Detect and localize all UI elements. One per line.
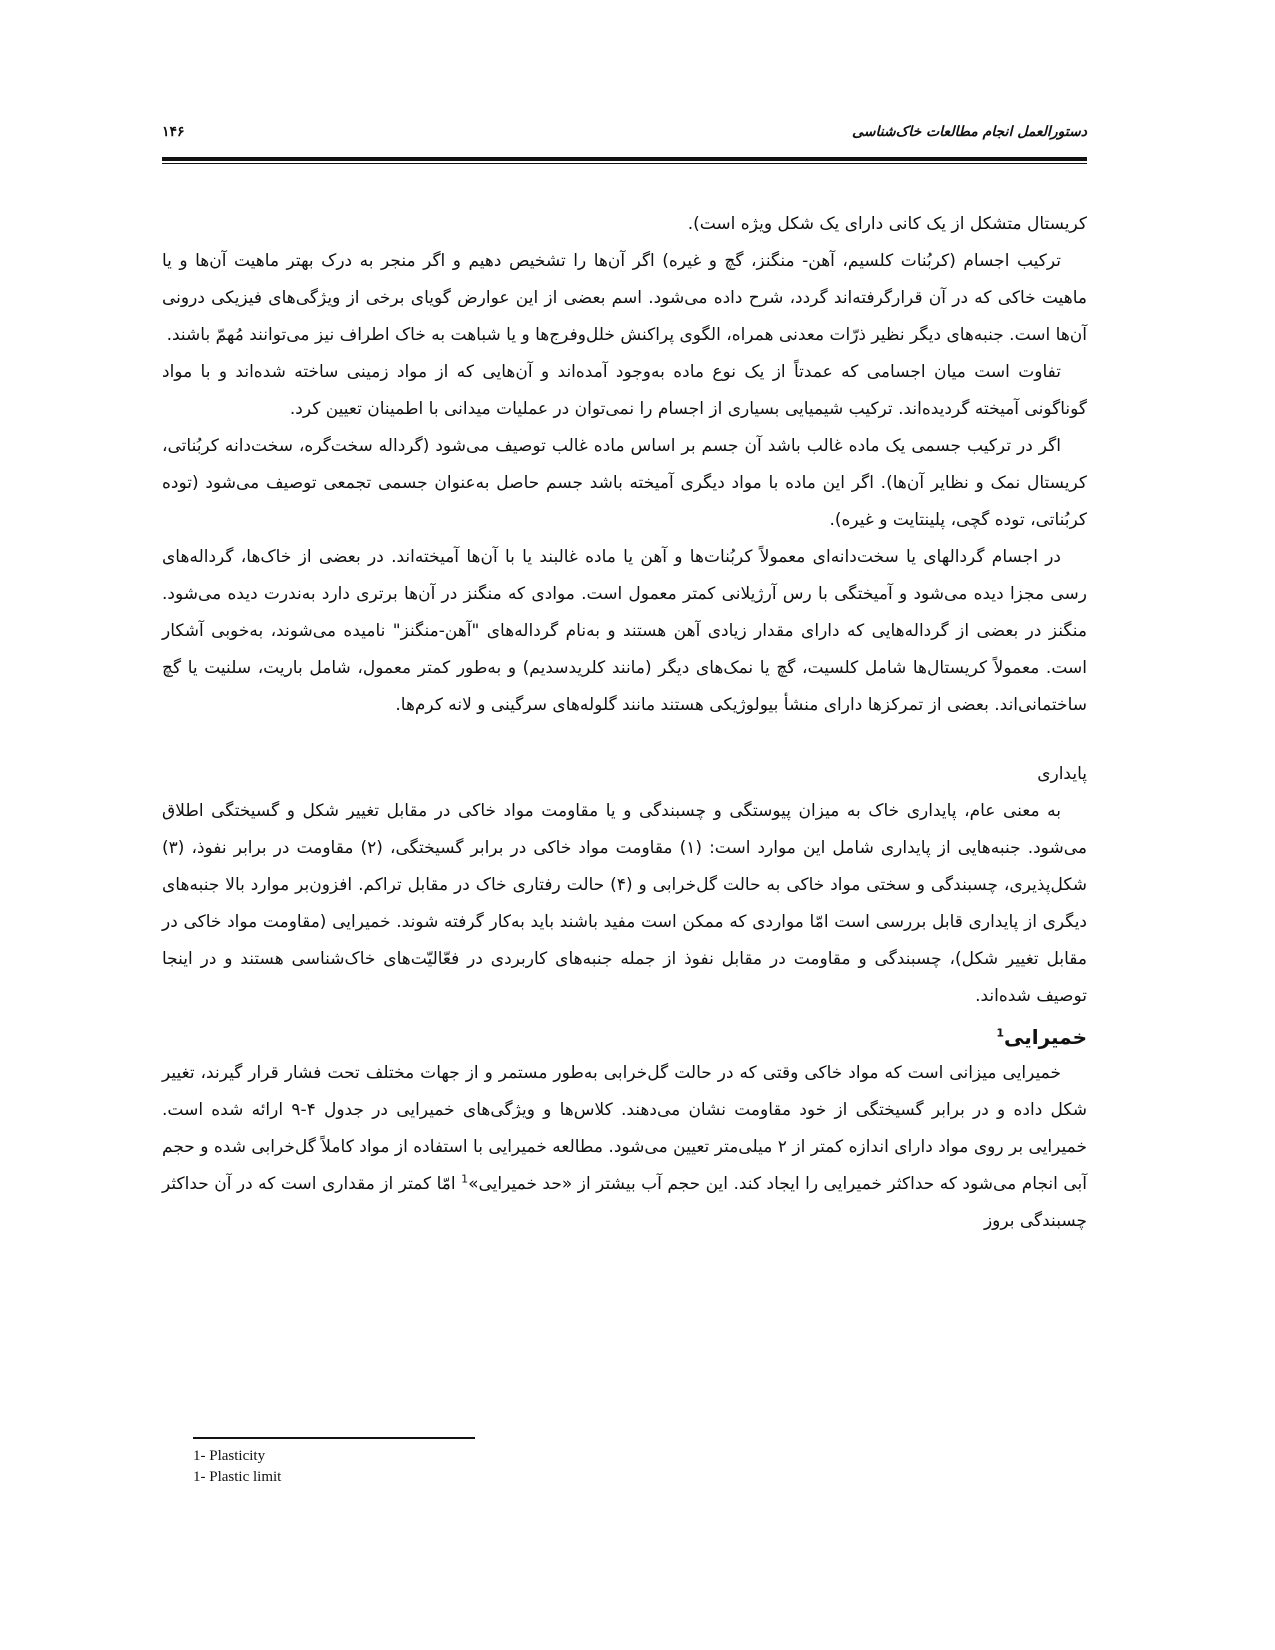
- section-subheading: پایداری: [1037, 764, 1087, 784]
- paragraph-2: ترکیب اجسام (کربُنات کلسیم، آهن- منگنز، گچ و غیره) اگر آن‌ها را تشخیص دهیم و اگر منجر به درک بهتر ماهیت آن‌ها و یا ماهیت خاکی که در آن قرارگرفته‌اند گردد، شرح داده می‌شود. اسم بعضی از این عوارض گویای برخی از ویژگی‌های فیزیکی درونی آن‌ها است. جنبه‌های دیگر نظیر ذرّات معدنی همراه، الگوی پراکنش خلل‌وفرج‌ها و یا شباهت به خاک اطراف نیز می‌توانند مُهمّ باشند.: [162, 251, 1087, 345]
- paragraph-3: تفاوت است میان اجسامی که عمدتاً از یک نوع ماده به‌وجود آمده‌اند و آن‌هایی که از مواد زمینی ساخته شده‌اند و با مواد گوناگونی آمیخته گردیده‌اند. ترکیب شیمیایی بسیاری از اجسام را نمی‌توان در عملیات میدانی با اطمینان تعیین کرد.: [162, 362, 1087, 419]
- paragraph-7-text-b: امّا کمتر از مقداری است که در آن حداکثر چسبندگی بروز: [162, 1174, 1087, 1231]
- footnote-rule: [193, 1437, 475, 1439]
- paragraph-7-text-a: خمیرایی میزانی است که مواد خاکی وقتی که در حالت گل‌خرابی به‌طور مستمر و از جهات مختلف تحت فشار قرار گیرند، تغییر شکل داده و در برابر گسیختگی از خود مقاومت نشان می‌دهند. کلاس‌ها و ویژگی‌های خمیرایی در جدول ۴-۹ ارائه شده است. خمیرایی بر روی مواد دارای اندازه کمتر از ۲ میلی‌متر تعیین می‌شود. مطالعه خمیرایی با استفاده از مواد کاملاً گل‌خرابی شده و حجم آبی انجام می‌شود که حداکثر خمیرایی را ایجاد کند. این حجم آب بیشتر از «حد خمیرایی»: [162, 1063, 1087, 1194]
- paragraph-1: کریستال متشکل از یک کانی دارای یک شکل ویژه است).: [687, 214, 1087, 234]
- book-title: دستورالعمل انجام مطالعات خاک‌شناسی: [852, 124, 1087, 140]
- section-heading-text: خمیرایی: [1003, 1025, 1087, 1049]
- main-text: [162, 206, 1087, 1240]
- footnote-1: 1- Plasticity: [193, 1448, 266, 1464]
- paragraph-5: در اجسام گردالهای یا سخت‌دانه‌ای معمولاً کربُنات‌ها و آهن یا ماده غالبند یا با آن‌ها آمیخته‌اند. در بعضی از خاک‌ها، گرداله‌های رسی مجزا دیده می‌شود و آمیختگی با رس آرژیلانی کمتر معمول است. موادی که منگنز در آن‌ها برتری دارد به‌ندرت دیده می‌شود. منگنز در بعضی از گرداله‌هایی که دارای مقدار زیادی آهن هستند و به‌نام گرداله‌های "آهن-منگنز" نامیده می‌شوند، به‌خوبی آشکار است. معمولاً کریستال‌ها شامل کلسیت، گچ یا نمک‌های دیگر (مانند کلریدسدیم) و به‌طور کمتر معمول، شامل باریت، سلنیت یا گچ ساختمانی‌اند. بعضی از تمرکزها دارای منشأ بیولوژیکی هستند مانند گلوله‌های سرگینی و لانه کرم‌ها.: [162, 547, 1087, 715]
- page-number: ۱۴۶: [162, 124, 185, 140]
- paragraph-4: اگر در ترکیب جسمی یک ماده غالب باشد آن جسم بر اساس ماده غالب توصیف می‌شود (گرداله سخت‌گره، سخت‌دانه کربُناتی، کریستال نمک و نظایر آن‌ها). اگر این ماده با مواد دیگری آمیخته باشد جسم حاصل به‌عنوان جسمی تجمعی توصیف می‌شود (توده کربُناتی، توده گچی، پلینتایت و غیره).: [162, 436, 1087, 530]
- footnote-marker-1: 1: [996, 1026, 1004, 1040]
- section-heading: [162, 1019, 1087, 1055]
- running-header: [162, 124, 1087, 152]
- paragraph-7: [162, 1055, 1087, 1240]
- footnote-2: 1- Plastic limit: [193, 1469, 282, 1485]
- header-rule-thick: [162, 157, 1087, 161]
- footnotes: [193, 1446, 281, 1488]
- header-rule-thin: [162, 163, 1087, 164]
- footnote-marker-2: 1: [461, 1172, 469, 1186]
- paragraph-6: به معنی عام، پایداری خاک به میزان پیوستگی و چسبندگی و یا مقاومت مواد خاکی در مقابل تغییر شکل و گسیختگی اطلاق می‌شود. جنبه‌هایی از پایداری شامل این موارد است: (۱) مقاومت مواد خاکی در برابر گسیختگی، (۲) مقاومت در برابر نفوذ، (۳) شکل‌پذیری، چسبندگی و سختی مواد خاکی به حالت گل‌خرابی و (۴) حالت رفتاری خاک در مقابل تراکم. افزون‌بر موارد بالا جنبه‌های دیگری از پایداری قابل بررسی است امّا مواردی که ممکن است مفید باشند باید به‌کار گرفته شوند. خمیرایی (مقاومت مواد خاکی در مقابل تغییر شکل)، چسبندگی و مقاومت در مقابل نفوذ از جمله جنبه‌های کاربردی در فعّالیّت‌های خاک‌شناسی هستند و در اینجا توصیف شده‌اند.: [162, 801, 1087, 1006]
